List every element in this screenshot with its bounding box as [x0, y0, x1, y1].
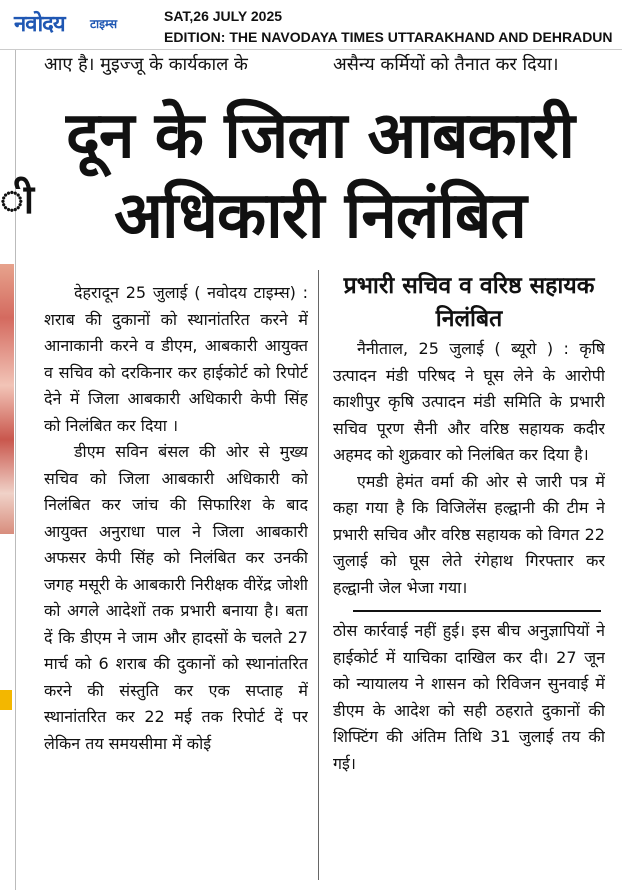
secondary-headline: प्रभारी सचिव व वरिष्ठ सहायक निलंबित: [343, 273, 595, 332]
secondary-story: [333, 270, 605, 601]
adjacent-headline-fragment: ी: [0, 177, 35, 223]
adjacent-photo-edge: [0, 264, 14, 534]
edition-date: SAT,26 JULY 2025: [164, 8, 283, 24]
main-story-continuation: [333, 618, 605, 777]
edition-name: EDITION: THE NAVODAYA TIMES UTTARAKHAND AND DEHRADUN: [164, 29, 613, 45]
main-story-column: [44, 280, 308, 885]
main-headline: [30, 96, 610, 256]
headline-line-2: अधिकारी निलंबित: [114, 179, 526, 253]
edition-header: [0, 0, 622, 50]
adjacent-yellow-marker: [0, 690, 12, 710]
right-column: [333, 270, 605, 882]
navodaya-times-logo: [8, 6, 154, 40]
secondary-story-paragraph-2: एमडी हेमंत वर्मा की ओर से जारी पत्र में कहा गया है कि विजिलेंस हल्द्वानी की टीम ने प्रभारी सचिव और वरिष्ठ सहायक को विगत 22 जुलाई को घूस लेते रंगेहाथ गिरफ्तार कर हल्द्वानी जेल भेजा गया।: [333, 471, 605, 597]
previous-story-fragment-right: असैन्य कर्मियों को तैनात कर दिया।: [333, 54, 559, 75]
main-story-paragraph-1: देहरादून 25 जुलाई ( नवोदय टाइम्स) : शराब की दुकानों को स्थानांतरित करने में आनाकानी करने व डीएम, आबकारी आयुक्त व सचिव को दरकिनार कर हाईकोर्ट को रिपोर्ट देने में जिला आबकारी अधिकारी केपी सिंह को निलंबित कर दिया ।: [44, 283, 308, 435]
previous-story-fragment-left: आए है। मुइज्जू के कार्यकाल के: [44, 54, 248, 75]
adjacent-column-edge: [0, 50, 35, 890]
column-divider: [318, 270, 319, 880]
logo-text: नवोदय: [14, 12, 65, 37]
secondary-story-paragraph-1: नैनीताल, 25 जुलाई ( ब्यूरो ) : कृषि उत्पादन मंडी परिषद ने घूस लेने के आरोपी काशीपुर कृषि उत्पादन मंडी समिति के प्रभारी सचिव पूरण सैनी और वरिष्ठ सहायक कदीर अहमद को शुक्रवार को निलंबित कर दिया है।: [333, 339, 605, 464]
continuation-paragraph: ठोस कार्रवाई नहीं हुई। इस बीच अनुज्ञापियों ने हाईकोर्ट में याचिका दाखिल कर दी। 27 जून को न्यायालय ने शासन को रिविजन सुनवाई में डीएम के आदेश को सही ठहराते दुकानों की शिफ्टिंग की अंतिम तिथि 31 जुलाई तय की गई।: [333, 621, 605, 773]
story-separator-rule: [353, 610, 601, 612]
main-story-paragraph-2: डीएम सविन बंसल की ओर से मुख्य सचिव को जिला आबकारी अधिकारी को निलंबित कर जांच की सिफारिश के बाद आयुक्त अनुराधा पाल ने जिला आबकारी अफसर केपी सिंह को निलंबित कर उनकी जगह मसूरी के आबकारी निरीक्षक वीरेंद्र जोशी को अगले आदेशों तक प्रभारी बनाया है। बता दें कि डीएम ने जाम और हादसों के चलते 27 मार्च को 6 शराब की दुकानों को स्थानांतरित करने की संस्तुति कर एक सप्ताह में स्थानांतरित कर 22 मई तक रिपोर्ट दें पर लेकिन तय समयसीमा में कोई: [44, 442, 308, 753]
logo-accent-text: टाइम्स: [90, 17, 118, 31]
headline-line-1: दून के जिला आबकारी: [66, 99, 574, 173]
